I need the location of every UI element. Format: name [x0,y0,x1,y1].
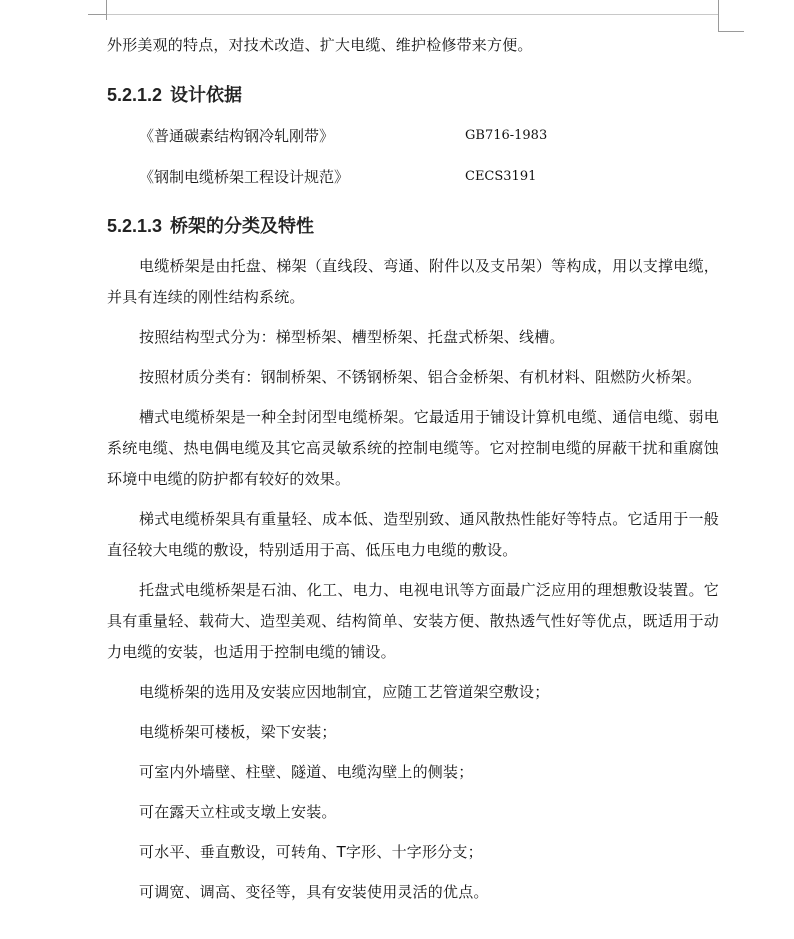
page-top-border [107,14,718,15]
section-number: 5.2.1.2 [107,85,163,105]
body-paragraph: 电缆桥架是由托盘、梯架（直线段、弯通、附件以及支吊架）等构成，用以支撑电缆，并具有连续的刚性结构系统。 [107,257,719,306]
standard-code: CECS3191 [465,169,537,184]
body-paragraph: 电缆桥架可楼板，梁下安装； [139,723,337,741]
document-body [107,30,719,908]
body-paragraph: 可在露天立柱或支墩上安装。 [139,803,337,821]
section-heading-5212 [107,80,719,110]
section-title: 设计依据 [170,85,243,105]
body-paragraph: 按照材质分类有：钢制桥架、不锈钢桥架、铝合金桥架、有机材料、阻燃防火桥架。 [139,368,702,386]
body-paragraph: 电缆桥架的选用及安装应因地制宜，应随工艺管道架空敷设； [139,683,550,701]
crop-mark-left-horizontal [88,14,107,15]
standard-code: GB716-1983 [465,128,548,143]
standard-row [107,163,719,191]
section-heading-5213 [107,211,719,241]
body-paragraph: 可调宽、调高、变径等，具有安装使用灵活的优点。 [139,883,489,901]
body-paragraph: 梯式电缆桥架具有重量轻、成本低、造型别致、通风散热性能好等特点。它适用于一般直径较大电缆的敷设，特别适用于高、低压电力电缆的敷设。 [107,510,719,559]
crop-mark-right-vertical [718,0,719,32]
standard-title: 《普通碳素结构钢冷轧刚带》 [139,127,335,145]
section-title: 桥架的分类及特性 [170,216,315,236]
body-paragraph: 槽式电缆桥架是一种全封闭型电缆桥架。它最适用于铺设计算机电缆、通信电缆、弱电系统电缆、热电偶电缆及其它高灵敏系统的控制电缆等。它对控制电缆的屏蔽干扰和重腐蚀环境中电缆的防护都有较好的效果。 [107,408,719,488]
standard-title: 《钢制电缆桥架工程设计规范》 [139,168,350,186]
body-paragraph: 可室内外墙壁、柱壁、隧道、电缆沟壁上的侧装； [139,763,474,781]
intro-tail-paragraph: 外形美观的特点，对技术改造、扩大电缆、维护检修带来方便。 [107,36,533,54]
body-paragraph: 按照结构型式分为：梯型桥架、槽型桥架、托盘式桥架、线槽。 [139,328,565,346]
body-paragraph: 托盘式电缆桥架是石油、化工、电力、电视电讯等方面最广泛应用的理想敷设装置。它具有重量轻、载荷大、造型美观、结构简单、安装方便、散热透气性好等优点，既适用于动力电缆的安装，也适用于控制电缆的铺设。 [107,581,719,661]
crop-mark-left-vertical [106,0,107,20]
body-paragraph: 可水平、垂直敷设，可转角、T字形、十字形分支； [139,843,483,861]
section-number: 5.2.1.3 [107,216,163,236]
crop-mark-right-horizontal [718,31,744,32]
standard-row [107,122,719,150]
